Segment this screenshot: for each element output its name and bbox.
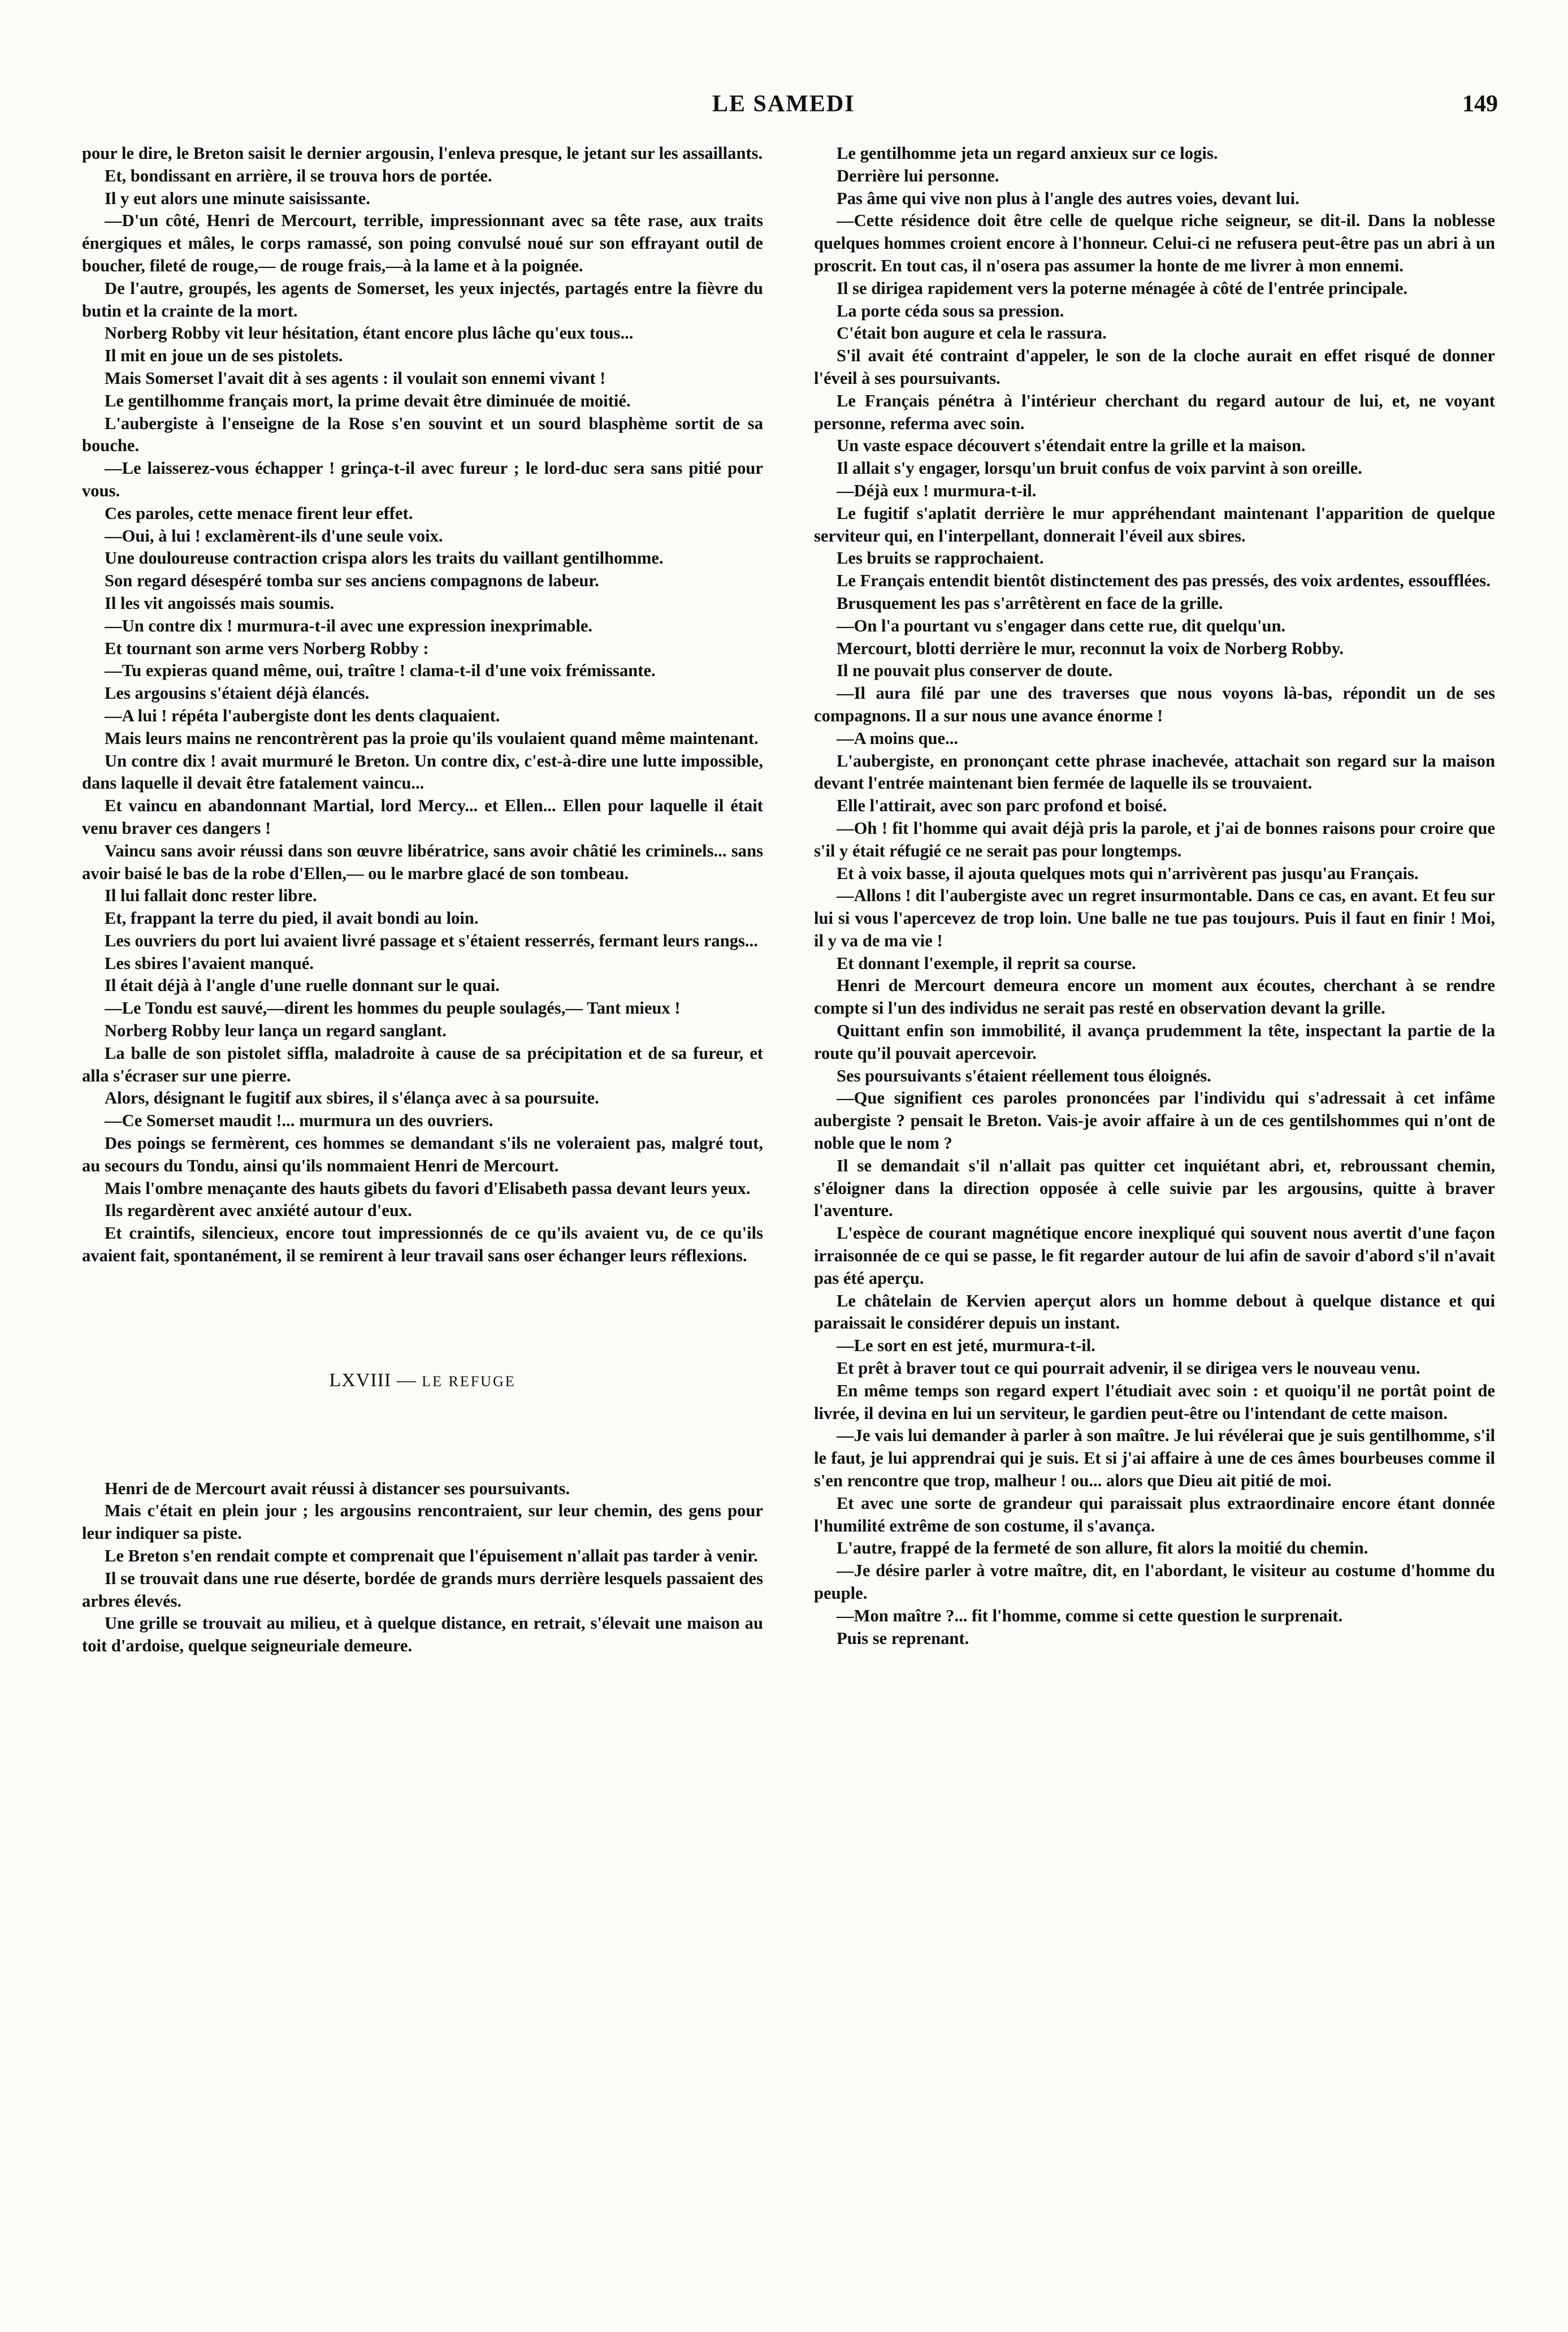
paragraph: Il était déjà à l'angle d'une ruelle donnant sur le quai. (105, 976, 500, 996)
paragraph: Puis se reprenant. (837, 1628, 969, 1648)
paragraph: —Il aura filé par une des traverses que nous voyons là-bas, répondit un de ses compagnons. Il a sur nous une avance énorme ! (814, 683, 1495, 725)
paragraph: —Ce Somerset maudit !... murmura un des ouvriers. (105, 1111, 493, 1131)
paragraph: Henri de Mercourt demeura encore un moment aux écoutes, cherchant à se rendre compte si l'un des individus ne serait pas resté en observation devant la grille. (814, 976, 1495, 1018)
paragraph: Un contre dix ! avait murmuré le Breton. Un contre dix, c'est-à-dire une lutte impossible, dans laquelle il devait être fatalement vaincu... (82, 751, 763, 793)
paragraph: Et avec une sorte de grandeur qui paraissait plus extraordinaire encore étant donnée l'humilité extrême de son costume, il s'avança. (814, 1493, 1495, 1535)
paragraph: Le gentilhomme jeta un regard anxieux sur ce logis. (837, 144, 1218, 163)
paragraph: Le Breton s'en rendait compte et comprenait que l'épuisement n'allait pas tarder à venir. (105, 1546, 758, 1566)
paragraph: —On l'a pourtant vu s'engager dans cette rue, dit quelqu'un. (837, 616, 1286, 635)
paragraph: Quittant enfin son immobilité, il avança prudemment la tête, inspectant la partie de la route qu'il pouvait apercevoir. (814, 1021, 1495, 1063)
paragraph: —Que signifient ces paroles prononcées par l'individu qui s'adressait à cet infâme aubergiste ? pensait le Breton. Vais-je avoir affaire à un de ces gentilshommes qui n'ont de noble que le nom ? (814, 1088, 1495, 1153)
chapter-number: LXVIII (329, 1369, 392, 1391)
chapter-title: LE REFUGE (422, 1373, 516, 1390)
paragraph: Le fugitif s'aplatit derrière le mur appréhendant maintenant l'apparition de quelque serviteur qui, en l'interpellant, donnerait l'éveil aux sbires. (814, 503, 1495, 546)
paragraph: Ses poursuivants s'étaient réellement tous éloignés. (837, 1066, 1211, 1085)
chapter-dash: — (396, 1369, 417, 1391)
paragraph: Henri de de Mercourt avait réussi à distancer ses poursuivants. (105, 1478, 570, 1498)
paragraph: Les ouvriers du port lui avaient livré passage et s'étaient resserrés, fermant leurs rangs... (105, 931, 758, 950)
paragraph: Il lui fallait donc rester libre. (105, 886, 317, 906)
running-head (599, 90, 1509, 130)
paragraph: Ces paroles, cette menace firent leur effet. (105, 503, 413, 523)
paragraph: —Allons ! dit l'aubergiste avec un regret insurmontable. Dans ce cas, en avant. Et feu sur lui si vous l'apercevez de trop loin. Une balle ne tue pas toujours. Puis il faut en finir ! Moi, il y va de ma vie ! (814, 886, 1495, 950)
paragraph: Et à voix basse, il ajouta quelques mots qui n'arrivèrent pas jusqu'au Français. (837, 863, 1419, 883)
paragraph: Des poings se fermèrent, ces hommes se demandant s'ils ne voleraient pas, malgré tout, au secours du Tondu, ainsi qu'ils nommaient Henri de Mercourt. (82, 1133, 763, 1175)
paragraph: Et, bondissant en arrière, il se trouva hors de portée. (105, 166, 492, 185)
paragraph: —Un contre dix ! murmura-t-il avec une expression inexprimable. (105, 616, 593, 635)
paragraph: Il se demandait s'il n'allait pas quitter cet inquiétant abri, et, rebroussant chemin, s'éloigner dans la direction opposée à celle suivie par les argousins, quitte à braver l'aventure. (814, 1156, 1495, 1221)
paragraph: Elle l'attirait, avec son parc profond et boisé. (837, 796, 1167, 816)
paragraph: —Je vais lui demander à parler à son maître. Je lui révélerai que je suis gentilhomme, s'il le faut, je lui apprendrai qui je suis. Et si j'ai affaire à une de ces âmes bourbeuses comme il s'en rencontre que trop, malheur ! ou... alors que Dieu ait pitié de moi. (814, 1426, 1495, 1491)
paragraph: —Oui, à lui ! exclamèrent-ils d'une seule voix. (105, 526, 443, 546)
paragraph: —Mon maître ?... fit l'homme, comme si cette question le surprenait. (837, 1606, 1343, 1625)
paragraph: Le Français entendit bientôt distinctement des pas pressés, des voix ardentes, essoufflées. (837, 571, 1491, 591)
journal-title: LE SAMEDI (712, 91, 855, 117)
paragraph: Le gentilhomme français mort, la prime devait être diminuée de moitié. (105, 391, 631, 410)
paragraph: Il ne pouvait plus conserver de doute. (837, 661, 1113, 681)
left-column (82, 142, 763, 1658)
paragraph: Les sbires l'avaient manqué. (105, 953, 314, 973)
paragraph: —Le sort en est jeté, murmura-t-il. (837, 1336, 1095, 1356)
paragraph: Les argousins s'étaient déjà élancés. (105, 683, 370, 703)
paragraph: —Je désire parler à votre maître, dit, en l'abordant, le visiteur au costume d'homme du peuple. (814, 1561, 1495, 1603)
paragraph: Son regard désespéré tomba sur ses anciens compagnons de labeur. (105, 571, 599, 591)
paragraph: Brusquement les pas s'arrêtèrent en face de la grille. (837, 593, 1223, 613)
right-column-text (814, 142, 1495, 1650)
paragraph: —Tu expieras quand même, oui, traître ! clama-t-il d'une voix frémissante. (105, 661, 656, 681)
paragraph: Derrière lui personne. (837, 166, 999, 185)
paragraph: Un vaste espace découvert s'étendait entre la grille et la maison. (837, 436, 1306, 456)
paragraph: Pas âme qui vive non plus à l'angle des autres voies, devant lui. (837, 188, 1300, 208)
paragraph: Les bruits se rapprochaient. (837, 548, 1044, 568)
paragraph: —Cette résidence doit être celle de quelque riche seigneur, se dit-il. Dans la noblesse quelques hommes croient encore à l'honneur. Celui-ci ne refusera peut-être pas un abri à un proscrit. En tout cas, il n'osera pas assumer la honte de me livrer à mon ennemi. (814, 211, 1495, 275)
right-column (814, 142, 1495, 1650)
paragraph: S'il avait été contraint d'appeler, le son de la cloche aurait en effet risqué de donner l'éveil à ses poursuivants. (814, 346, 1495, 388)
paragraph: Mais leurs mains ne rencontrèrent pas la proie qu'ils voulaient quand même maintenant. (105, 728, 759, 748)
paragraph: —Oh ! fit l'homme qui avait déjà pris la parole, et j'ai de bonnes raisons pour croire que s'il y était réfugié ce ne serait pas pour longtemps. (814, 818, 1495, 860)
paragraph: Une grille se trouvait au milieu, et à quelque distance, en retrait, s'élevait une maison au toit d'ardoise, quelque seigneuriale demeure. (82, 1613, 763, 1656)
paragraph: —D'un côté, Henri de Mercourt, terrible, impressionnant avec sa tête rase, aux traits énergiques et mâles, le corps ramassé, son poing convulsé noué sur son effrayant outil de boucher, fileté de rouge,— de rouge frais,—à la lame et à la poignée. (82, 211, 763, 275)
paragraph: Et donnant l'exemple, il reprit sa course. (837, 953, 1136, 973)
paragraph: L'autre, frappé de la fermeté de son allure, fit alors la moitié du chemin. (837, 1538, 1368, 1558)
paragraph: En même temps son regard expert l'étudiait avec soin : et quoiqu'il ne portât point de livrée, il devina en lui un serviteur, le gardien peut-être ou l'intendant de cette maison. (814, 1381, 1495, 1423)
paragraph: Il allait s'y engager, lorsqu'un bruit confus de voix parvint à son oreille. (837, 458, 1362, 478)
paragraph: Il y eut alors une minute saisissante. (105, 188, 370, 208)
paragraph: Le Français pénétra à l'intérieur cherchant du regard autour de lui, et, ne voyant personne, referma avec soin. (814, 391, 1495, 433)
paragraph: Mais Somerset l'avait dit à ses agents : il voulait son ennemi vivant ! (105, 368, 606, 388)
paragraph: C'était bon augure et cela le rassura. (837, 323, 1107, 343)
paragraph: L'aubergiste, en prononçant cette phrase inachevée, attachait son regard sur la maison devant l'entrée maintenant bien fermée de laquelle ils se trouvaient. (814, 751, 1495, 793)
paragraph: Il mit en joue un de ses pistolets. (105, 346, 343, 366)
paragraph: Il les vit angoissés mais soumis. (105, 593, 335, 613)
paragraph: Le châtelain de Kervien aperçut alors un homme debout à quelque distance et qui paraissait le considérer depuis un instant. (814, 1291, 1495, 1333)
paragraph: Mais c'était en plein jour ; les argousins rencontraient, sur leur chemin, des gens pour leur indiquer sa piste. (82, 1501, 763, 1543)
paragraph: —A moins que... (837, 728, 959, 748)
paragraph: Et craintifs, silencieux, encore tout impressionnés de ce qu'ils avaient vu, de ce qu'ils avaient fait, spontanément, il se remirent à leur travail sans oser échanger leurs réflexions. (82, 1223, 763, 1266)
paragraph: pour le dire, le Breton saisit le dernier argousin, l'enleva presque, le jetant sur les assaillants. (82, 144, 763, 163)
left-column-text-a (82, 142, 763, 1267)
paragraph: Mercourt, blotti derrière le mur, reconnut la voix de Norberg Robby. (837, 638, 1344, 658)
left-column-text-b (82, 1478, 763, 1658)
paragraph: Et vaincu en abandonnant Martial, lord Mercy... et Ellen... Ellen pour laquelle il était venu braver ces dangers ! (82, 796, 763, 838)
paragraph: —Le laisserez-vous échapper ! grinça-t-il avec fureur ; le lord-duc sera sans pitié pour vous. (82, 458, 763, 500)
paragraph: Norberg Robby vit leur hésitation, étant encore plus lâche qu'eux tous... (105, 323, 634, 343)
paragraph: Vaincu sans avoir réussi dans son œuvre libératrice, sans avoir châtié les criminels... sans avoir baisé le bas de la robe d'Ellen,— ou le marbre glacé de son tombeau. (82, 841, 763, 883)
chapter-heading (82, 1369, 763, 1393)
paragraph: Et prêt à braver tout ce qui pourrait advenir, il se dirigea vers le nouveau venu. (837, 1358, 1420, 1378)
paragraph: Alors, désignant le fugitif aux sbires, il s'élança avec à sa poursuite. (105, 1088, 599, 1108)
paragraph: L'espèce de courant magnétique encore inexpliqué qui souvent nous avertit d'une façon irraisonnée de ce qui se passe, le fit regarder autour de lui afin de savoir d'abord s'il n'avait pas été aperçu. (814, 1223, 1495, 1288)
paragraph: Ils regardèrent avec anxiété autour d'eux. (105, 1201, 412, 1221)
paragraph: Et tournant son arme vers Norberg Robby : (105, 638, 429, 658)
paragraph: Mais l'ombre menaçante des hauts gibets du favori d'Elisabeth passa devant leurs yeux. (105, 1178, 751, 1198)
page-number: 149 (1462, 91, 1498, 117)
paragraph: L'aubergiste à l'enseigne de la Rose s'en souvint et un sourd blasphème sortit de sa bouche. (82, 413, 763, 456)
paragraph: Il se trouvait dans une rue déserte, bordée de grands murs derrière lesquels passaient des arbres élevés. (82, 1568, 763, 1611)
paragraph: La balle de son pistolet siffla, maladroite à cause de sa précipitation et de sa fureur, et alla s'écraser sur une pierre. (82, 1043, 763, 1085)
paragraph: Norberg Robby leur lança un regard sanglant. (105, 1021, 447, 1041)
paragraph: —Le Tondu est sauvé,—dirent les hommes du peuple soulagés,— Tant mieux ! (105, 998, 681, 1018)
paragraph: Il se dirigea rapidement vers la poterne ménagée à côté de l'entrée principale. (837, 278, 1408, 298)
paragraph: —Déjà eux ! murmura-t-il. (837, 481, 1037, 500)
paragraph: De l'autre, groupés, les agents de Somerset, les yeux injectés, partagés entre la fièvre du butin et la crainte de la mort. (82, 278, 763, 321)
paragraph: Une douloureuse contraction crispa alors les traits du vaillant gentilhomme. (105, 548, 664, 568)
paragraph: La porte céda sous sa pression. (837, 301, 1064, 321)
paragraph: Et, frappant la terre du pied, il avait bondi au loin. (105, 908, 479, 928)
paragraph: —A lui ! répéta l'aubergiste dont les dents claquaient. (105, 706, 500, 725)
